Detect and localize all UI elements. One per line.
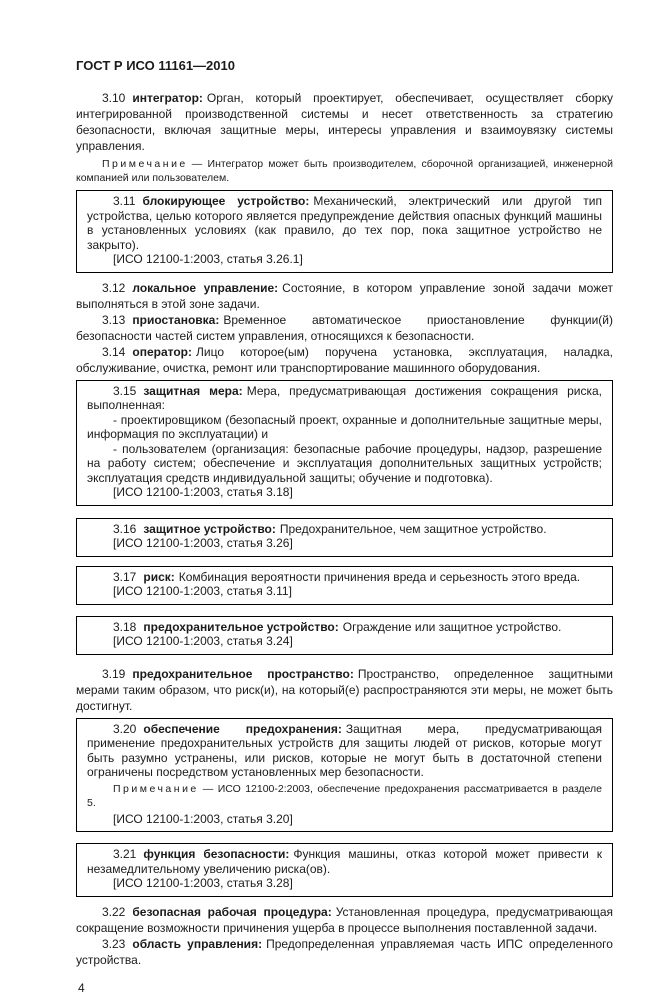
definition-number: 3.15 bbox=[113, 383, 137, 398]
definition-box-3-21 bbox=[76, 843, 613, 897]
definition-text: Установленная процедура, предусматривающая сокращение возможности причинения ущерба в процессе выполнения поставленной задачи. bbox=[76, 904, 613, 935]
definition-term: функция безопасности: bbox=[143, 847, 290, 861]
definition-3-17 bbox=[87, 570, 602, 585]
note-label: Примечание bbox=[102, 158, 188, 170]
definition-text: Орган, который проектирует, обеспечивает, осуществляет сборку интегрированной производственной системы и несет ответственность за стратегию безопасности, включая защитные меры, интересы управления и взаимоувязку системы управления. bbox=[76, 91, 613, 153]
note-label: Примечание bbox=[113, 782, 199, 795]
definition-3-16 bbox=[87, 522, 602, 537]
citation-line: [ИСО 12100-1:2003, статья 3.26] bbox=[113, 536, 293, 550]
list-item-user: - пользователем (организация: безопасные рабочие процедуры, надзор, разрешение на работу систем; обеспечение и эксплуатация дополнительных защитных устройств; эксплуатация средств индивидуальной защиты; обучение и подготовка). bbox=[87, 441, 602, 485]
page-number: 4 bbox=[78, 980, 85, 995]
note-3-10 bbox=[76, 157, 613, 185]
definition-number: 3.13 bbox=[102, 312, 126, 327]
definition-number: 3.16 bbox=[113, 521, 137, 536]
definition-text: Предопределенная управляемая часть ИПС определенного устройства. bbox=[76, 936, 613, 967]
definition-text: Состояние, в котором управление зоной задачи может выполняться в этой зоне задачи. bbox=[76, 280, 613, 311]
definition-term: блокирующее устройство: bbox=[142, 194, 310, 208]
definition-number: 3.12 bbox=[102, 280, 126, 295]
definition-box-3-16 bbox=[76, 518, 613, 557]
definition-3-13 bbox=[76, 312, 613, 344]
definition-text: Функция машины, отказ которой может привести к незамедлительному увеличению риска(ов). bbox=[87, 847, 602, 876]
citation-line: [ИСО 12100-1:2003, статья 3.18] bbox=[113, 485, 293, 499]
definition-box-3-20 bbox=[76, 718, 613, 833]
definition-text: Пространство, определенное защитными мерами таким образом, что риск(и), на который(е) распространяются эти меры, не может быть достигнут. bbox=[76, 666, 613, 713]
definition-3-18 bbox=[87, 620, 602, 635]
definition-text: Защитная мера, предусматривающая применение предохранительных устройств для защиты людей от рисков, которые могут быть разумно устранены, или рисков, которые не могут быть в достаточной степени ограничены посредством установленных мер безопасности. bbox=[87, 721, 602, 779]
definition-number: 3.20 bbox=[113, 721, 137, 736]
definition-box-3-11 bbox=[76, 190, 613, 273]
definition-text: Комбинация вероятности причинения вреда и серьезность этого вреда. bbox=[178, 569, 581, 584]
definition-term: предохранительное пространство: bbox=[132, 666, 354, 681]
definition-term: защитное устройство: bbox=[143, 521, 276, 536]
definition-term: локальное управление: bbox=[132, 280, 279, 295]
definition-box-3-15 bbox=[76, 380, 613, 506]
citation-line: [ИСО 12100-1:2003, статья 3.20] bbox=[113, 811, 293, 826]
definition-number: 3.21 bbox=[113, 847, 137, 861]
citation-line: [ИСО 12100-1:2003, статья 3.24] bbox=[113, 634, 293, 648]
note-3-20 bbox=[87, 782, 602, 810]
definition-3-20 bbox=[87, 722, 602, 780]
definition-number: 3.17 bbox=[113, 569, 137, 584]
definition-3-21 bbox=[87, 847, 602, 876]
definition-box-3-18 bbox=[76, 616, 613, 655]
definition-term: обеспечение предохранения: bbox=[143, 721, 342, 736]
definition-3-19 bbox=[76, 666, 613, 714]
citation-line: [ИСО 12100-1:2003, статья 3.28] bbox=[113, 876, 293, 890]
definition-3-10 bbox=[76, 90, 613, 154]
definition-number: 3.22 bbox=[102, 904, 126, 919]
definition-number: 3.18 bbox=[113, 619, 137, 634]
standard-header: ГОСТ Р ИСО 11161—2010 bbox=[76, 58, 235, 73]
definition-term: защитная мера: bbox=[143, 383, 243, 398]
definition-term: предохранительное устройство: bbox=[143, 619, 339, 634]
definition-text: Механический, электрический или другой тип устройства, целью которого является предупреждение действия опасных функций машины в установленных условиях (как правило, до тех пор, пока защитное устройство не закрыто). bbox=[87, 194, 602, 252]
definition-text: Лицо которое(ым) поручена установка, эксплуатация, наладка, обслуживание, очистка, ремонт или транспортирование машинного оборудования. bbox=[76, 344, 613, 375]
definition-3-12 bbox=[76, 280, 613, 312]
definition-number: 3.14 bbox=[102, 344, 126, 359]
definition-term: оператор: bbox=[132, 344, 192, 359]
definition-text: Предохранительное, чем защитное устройство. bbox=[279, 521, 547, 536]
definition-3-23 bbox=[76, 936, 613, 968]
definition-term: риск: bbox=[143, 569, 175, 584]
definition-term: безопасная рабочая процедура: bbox=[132, 904, 332, 919]
definition-box-3-17 bbox=[76, 566, 613, 605]
citation-line: [ИСО 12100-1:2003, статья 3.26.1] bbox=[113, 252, 303, 266]
list-item-designer: - проектировщиком (безопасный проект, охранные и дополнительные защитные меры, информация по эксплуатации) и bbox=[87, 412, 602, 441]
definition-3-11 bbox=[87, 194, 602, 252]
definition-3-22 bbox=[76, 904, 613, 936]
definition-term: область управления: bbox=[132, 936, 263, 951]
definition-number: 3.10 bbox=[102, 91, 126, 105]
definition-term: интегратор: bbox=[132, 91, 203, 105]
note-text: — ИСО 12100-2:2003, обеспечение предохранения рассматривается в разделе 5. bbox=[87, 782, 602, 809]
definition-number: 3.23 bbox=[102, 936, 126, 951]
definition-text: Временное автоматическое приостановление функции(й) безопасности частей систем управления, относящихся к безопасности. bbox=[76, 312, 613, 343]
definition-number: 3.11 bbox=[113, 194, 136, 208]
definition-text: Мера, предусматривающая достижения сокращения риска, выполненная: bbox=[87, 383, 603, 412]
definition-3-15 bbox=[87, 384, 602, 413]
definition-term: приостановка: bbox=[132, 312, 220, 327]
definition-3-14 bbox=[76, 344, 613, 376]
citation-line: [ИСО 12100-1:2003, статья 3.11] bbox=[113, 584, 292, 598]
note-text: — Интегратор может быть производителем, сборочной организацией, инженерной компанией или пользователем. bbox=[76, 158, 613, 184]
definition-number: 3.19 bbox=[102, 666, 126, 681]
definition-text: Ограждение или защитное устройство. bbox=[342, 619, 562, 634]
